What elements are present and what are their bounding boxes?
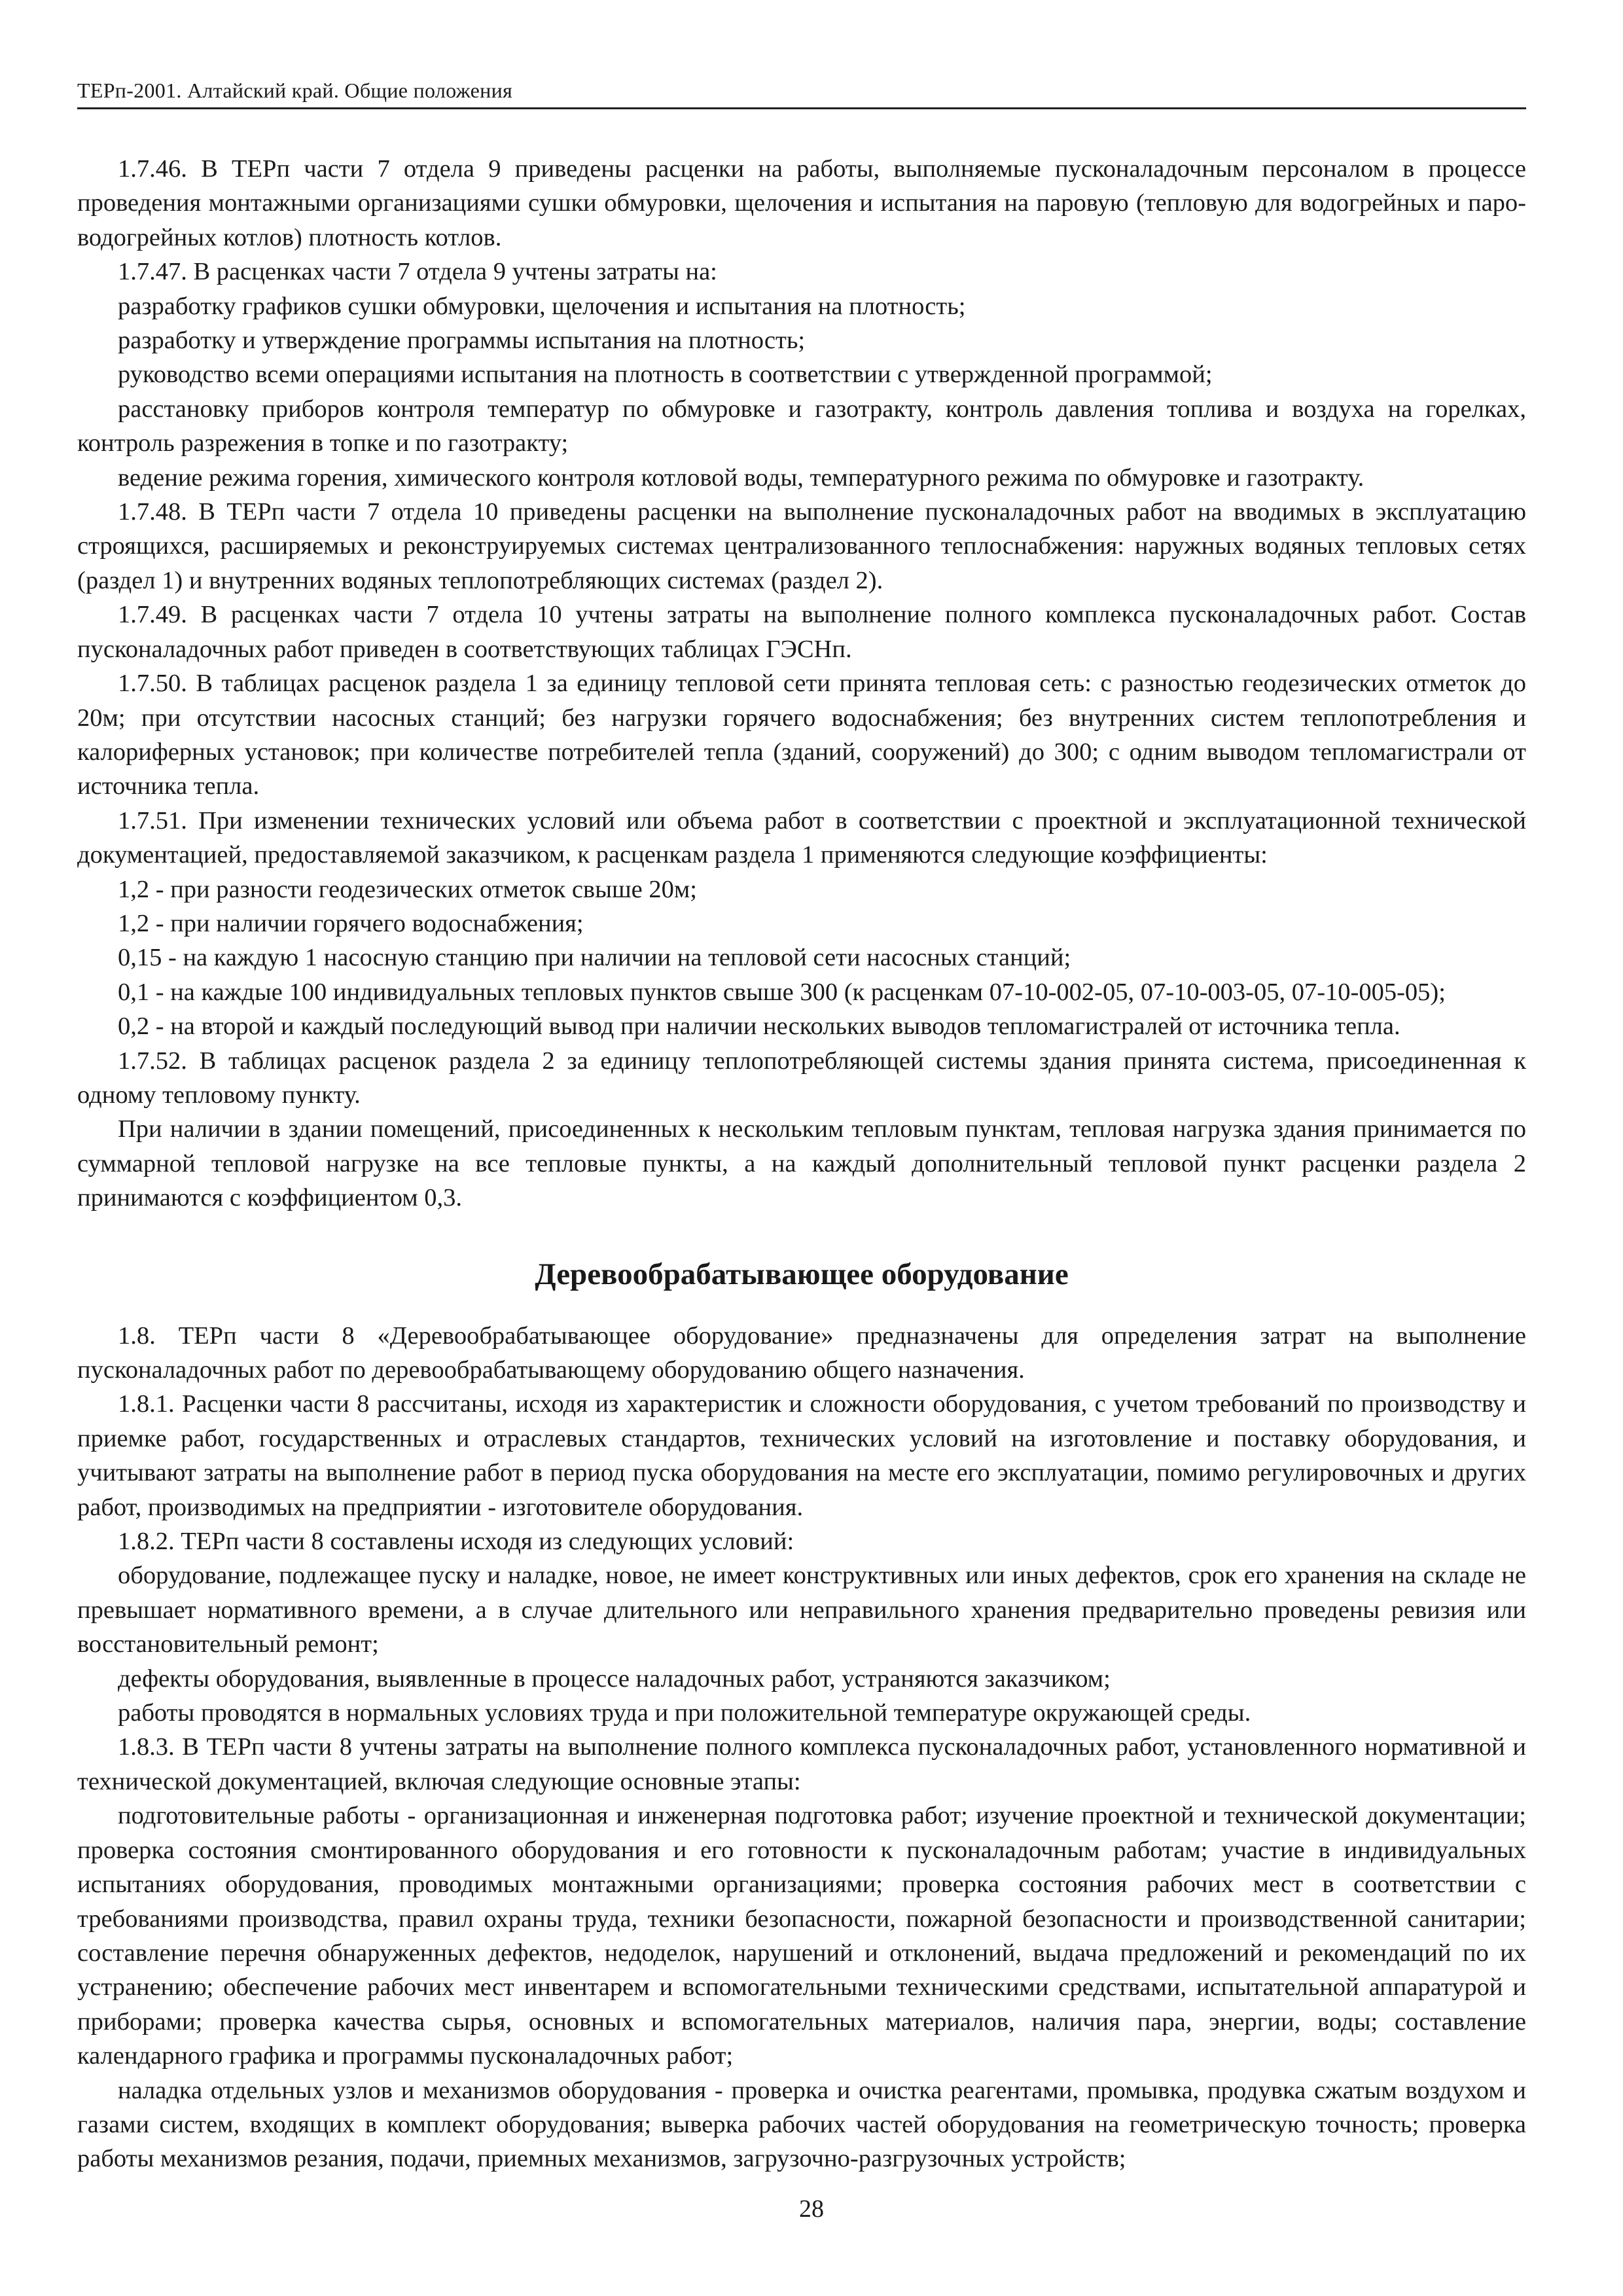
paragraph-1-7-51: 1.7.51. При изменении технических условий или объема работ в соответствии с проектной и эксплуатационной технической документацией, предоставляемой заказчиком, к расценкам раздела 1 применяются следующие коэффициенты: <box>77 806 1526 869</box>
list-item: руководство всеми операциями испытания на плотность в соответствии с утвержденной программой; <box>118 361 1213 389</box>
paragraph-1-7-52: 1.7.52. В таблицах расценок раздела 2 за единицу теплопотребляющей системы здания принята система, присоединенная к одному тепловому пункту. <box>77 1047 1526 1109</box>
paragraph: При наличии в здании помещений, присоединенных к нескольким тепловым пунктам, тепловая нагрузка здания принимается по суммарной тепловой нагрузке на все тепловые пункты, а на каждый дополнительный тепловой пункт расценки раздела 2 принимаются с коэффициентом 0,3. <box>77 1115 1526 1212</box>
coefficient-item: 0,2 - на второй и каждый последующий вывод при наличии нескольких выводов тепломагистралей от источника тепла. <box>118 1013 1400 1041</box>
paragraph-1-7-50: 1.7.50. В таблицах расценок раздела 1 за единицу тепловой сети принята тепловая сеть: с разностью геодезических отметок до 20м; при отсутствии насосных станций; без нагрузки горячего водоснабжения; без внутренних систем теплопотребления и калориферных установок; при количестве потребителей тепла (зданий, сооружений) до 300; с одним выводом тепломагистрали от источника тепла. <box>77 670 1526 800</box>
coefficient-item: 1,2 - при наличии горячего водоснабжения; <box>118 909 584 937</box>
page-number: 28 <box>799 2195 824 2223</box>
section-woodworking <box>77 1319 1526 2176</box>
list-item: расстановку приборов контроля температур по обмуровке и газотракту, контроль давления топлива и воздуха на горелках, контроль разрежения в топке и по газотракту; <box>77 395 1526 457</box>
paragraph-1-7-46: 1.7.46. В ТЕРп части 7 отдела 9 приведены расценки на работы, выполняемые пусконаладочным персоналом в процессе проведения монтажными организациями сушки обмуровки, щелочения и испытания на паровую (тепловую для водогрейных и паро-водогрейных котлов) плотность котлов. <box>77 155 1526 251</box>
paragraph-1-8: 1.8. ТЕРп части 8 «Деревообрабатывающее оборудование» предназначены для определения затрат на выполнение пусконаладочных работ по деревообрабатывающему оборудованию общего назначения. <box>77 1321 1526 1384</box>
section-heat-supply <box>77 152 1526 1215</box>
list-item: оборудование, подлежащее пуску и наладке, новое, не имеет конструктивных или иных дефектов, срок его хранения на складе не превышает нормативного времени, а в случае длительного или неправильного хранения предварительно проведены ревизия или восстановительный ремонт; <box>77 1562 1526 1659</box>
running-header-title: ТЕРп-2001. Алтайский край. Общие положения <box>77 79 513 102</box>
coefficient-item: 0,15 - на каждую 1 насосную станцию при наличии на тепловой сети насосных станций; <box>118 944 1071 972</box>
page-body <box>77 152 1526 2176</box>
paragraph-1-8-3: 1.8.3. В ТЕРп части 8 учтены затраты на выполнение полного комплекса пусконаладочных работ, установленного нормативной и технической документацией, включая следующие основные этапы: <box>77 1733 1526 1795</box>
section-title: Деревообрабатывающее оборудование <box>535 1257 1069 1291</box>
paragraph-1-7-47: 1.7.47. В расценках части 7 отдела 9 учтены затраты на: <box>118 258 717 286</box>
coefficient-item: 1,2 - при разности геодезических отметок свыше 20м; <box>118 875 697 903</box>
list-item: ведение режима горения, химического контроля котловой воды, температурного режима по обмуровке и газотракту. <box>118 463 1364 492</box>
list-item: разработку и утверждение программы испытания на плотность; <box>118 327 806 355</box>
paragraph-1-8-2: 1.8.2. ТЕРп части 8 составлены исходя из следующих условий: <box>118 1528 794 1556</box>
list-item: работы проводятся в нормальных условиях труда и при положительной температуре окружающей среды. <box>118 1699 1251 1727</box>
list-item: дефекты оборудования, выявленные в процессе наладочных работ, устраняются заказчиком; <box>118 1664 1111 1693</box>
paragraph-1-7-49: 1.7.49. В расценках части 7 отдела 10 учтены затраты на выполнение полного комплекса пусконаладочных работ. Состав пусконаладочных работ приведен в соответствующих таблицах ГЭСНп. <box>77 601 1526 663</box>
list-item: подготовительные работы - организационная и инженерная подготовка работ; изучение проектной и технической документации; проверка состояния смонтированного оборудования и его готовности к пусконаладочным работам; участие в индивидуальных испытаниях оборудования, проводимых монтажными организациями; проверка состояния рабочих мест в соответствии с требованиями производства, правил охраны труда, техники безопасности, пожарной безопасности и производственной санитарии; составление перечня обнаруженных дефектов, недоделок, нарушений и отклонений, выдача предложений и рекомендаций по их устранению; обеспечение рабочих мест инвентарем и вспомогательными техническими средствами, испытательной аппаратурой и приборами; проверка качества сырья, основных и вспомогательных материалов, наличия пара, энергии, воды; составление календарного графика и программы пусконаладочных работ; <box>77 1802 1526 2070</box>
paragraph-1-7-48: 1.7.48. В ТЕРп части 7 отдела 10 приведены расценки на выполнение пусконаладочных работ на вводимых в эксплуатацию строящихся, расширяемых и реконструируемых системах централизованного теплоснабжения: наружных водяных тепловых сетях (раздел 1) и внутренних водяных теплопотребляющих системах (раздел 2). <box>77 498 1526 594</box>
coefficient-item: 0,1 - на каждые 100 индивидуальных тепловых пунктов свыше 300 (к расценкам 07-10-002-05, 07-10-003-05, 07-10-005-05); <box>118 978 1446 1006</box>
running-header <box>77 77 1526 109</box>
paragraph-1-8-1: 1.8.1. Расценки части 8 рассчитаны, исходя из характеристик и сложности оборудования, с учетом требований по производству и приемке работ, государственных и отраслевых стандартов, технических условий на изготовление и поставку оборудования, и учитывают затраты на выполнение работ в период пуска оборудования на месте его эксплуатации, помимо регулировочных и других работ, производимых на предприятии - изготовителе оборудования. <box>77 1390 1526 1521</box>
list-item: разработку графиков сушки обмуровки, щелочения и испытания на плотность; <box>118 292 966 320</box>
list-item: наладка отдельных узлов и механизмов оборудования - проверка и очистка реагентами, промывка, продувка сжатым воздухом и газами систем, входящих в комплект оборудования; выверка рабочих частей оборудования на геометрическую точность; проверка работы механизмов резания, подачи, приемных механизмов, загрузочно-разгрузочных устройств; <box>77 2076 1526 2173</box>
